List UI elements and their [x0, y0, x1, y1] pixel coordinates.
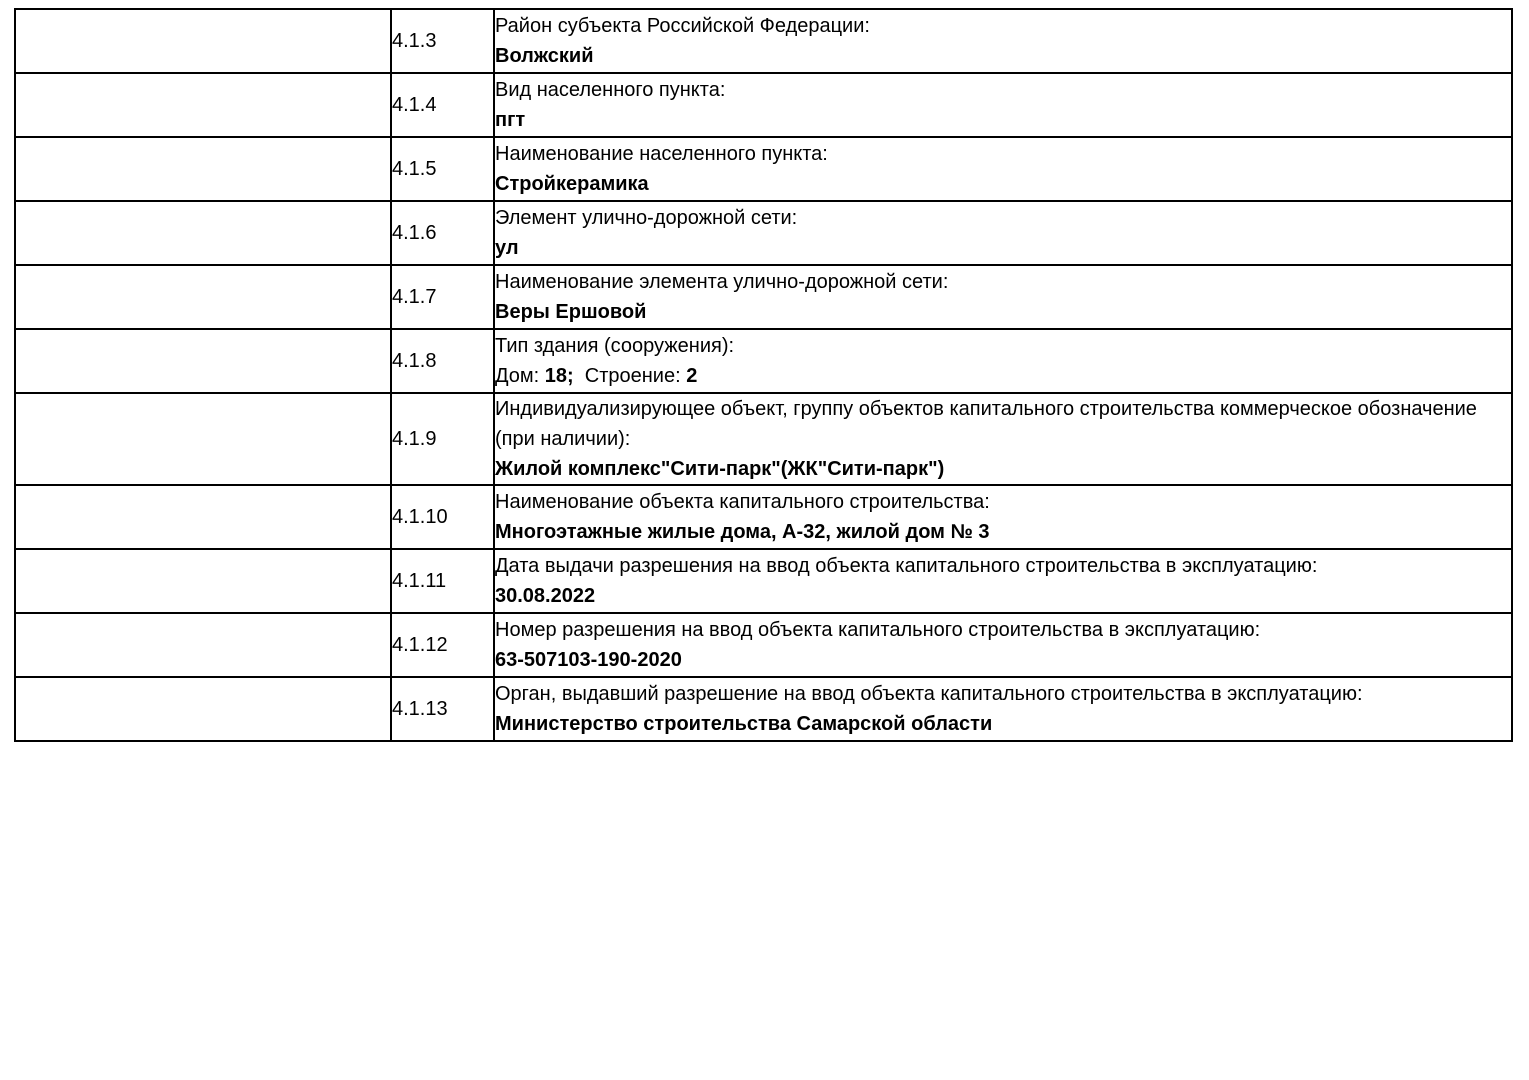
table-row: [15, 329, 1512, 393]
item-content-cell: [494, 613, 1512, 677]
item-label: Вид населенного пункта:: [495, 79, 726, 101]
item-content-cell: [494, 549, 1512, 613]
empty-cell: [15, 677, 391, 741]
item-content-cell: [494, 393, 1512, 485]
item-content-cell: [494, 485, 1512, 549]
item-label: Наименование объекта капитального строительства:: [495, 491, 990, 513]
table-row: [15, 9, 1512, 73]
empty-cell: [15, 485, 391, 549]
empty-cell: [15, 9, 391, 73]
item-label: Орган, выдавший разрешение на ввод объекта капитального строительства в эксплуатацию:: [495, 683, 1363, 705]
empty-cell: [15, 549, 391, 613]
item-value: пгт: [495, 109, 526, 131]
table-body: [15, 9, 1512, 741]
item-label: Номер разрешения на ввод объекта капитального строительства в эксплуатацию:: [495, 619, 1261, 641]
item-value: ул: [495, 237, 519, 259]
item-content-cell: [494, 677, 1512, 741]
item-value: Дом: 18; Строение: 2: [495, 365, 698, 387]
item-value: 30.08.2022: [495, 585, 596, 607]
item-code: 4.1.10: [391, 485, 494, 549]
item-value: Стройкерамика: [495, 173, 649, 195]
item-code: 4.1.3: [391, 9, 494, 73]
empty-cell: [15, 137, 391, 201]
item-label: Район субъекта Российской Федерации:: [495, 15, 870, 37]
empty-cell: [15, 329, 391, 393]
table-row: [15, 265, 1512, 329]
item-label: Индивидуализирующее объект, группу объектов капитального строительства коммерческое обозначение (при наличии):: [495, 398, 1477, 450]
item-label: Наименование населенного пункта:: [495, 143, 828, 165]
item-value: Многоэтажные жилые дома, А-32, жилой дом № 3: [495, 521, 990, 543]
item-code: 4.1.8: [391, 329, 494, 393]
item-code: 4.1.4: [391, 73, 494, 137]
empty-cell: [15, 265, 391, 329]
table-row: [15, 393, 1512, 485]
item-code: 4.1.6: [391, 201, 494, 265]
item-label: Элемент улично-дорожной сети:: [495, 207, 798, 229]
item-code: 4.1.7: [391, 265, 494, 329]
item-content-cell: [494, 201, 1512, 265]
item-value: Веры Ершовой: [495, 301, 647, 323]
item-code: 4.1.5: [391, 137, 494, 201]
item-content-cell: [494, 329, 1512, 393]
table-row: [15, 485, 1512, 549]
item-content-cell: [494, 137, 1512, 201]
item-label: Наименование элемента улично-дорожной сети:: [495, 271, 949, 293]
item-content-cell: [494, 73, 1512, 137]
table-row: [15, 201, 1512, 265]
item-code: 4.1.12: [391, 613, 494, 677]
table-row: [15, 677, 1512, 741]
declaration-table: [14, 8, 1513, 742]
item-content-cell: [494, 265, 1512, 329]
item-value: Волжский: [495, 45, 594, 67]
item-value: 63-507103-190-2020: [495, 649, 682, 671]
table-row: [15, 137, 1512, 201]
item-value: Жилой комплекс"Сити-парк"(ЖК"Сити-парк"): [495, 458, 945, 480]
empty-cell: [15, 73, 391, 137]
item-code: 4.1.13: [391, 677, 494, 741]
item-code: 4.1.11: [391, 549, 494, 613]
empty-cell: [15, 393, 391, 485]
empty-cell: [15, 613, 391, 677]
item-label: Тип здания (сооружения):: [495, 335, 735, 357]
item-value: Министерство строительства Самарской области: [495, 713, 993, 735]
table-row: [15, 613, 1512, 677]
table-row: [15, 549, 1512, 613]
table-row: [15, 73, 1512, 137]
item-label: Дата выдачи разрешения на ввод объекта капитального строительства в эксплуатацию:: [495, 555, 1318, 577]
item-content-cell: [494, 9, 1512, 73]
item-code: 4.1.9: [391, 393, 494, 485]
empty-cell: [15, 201, 391, 265]
